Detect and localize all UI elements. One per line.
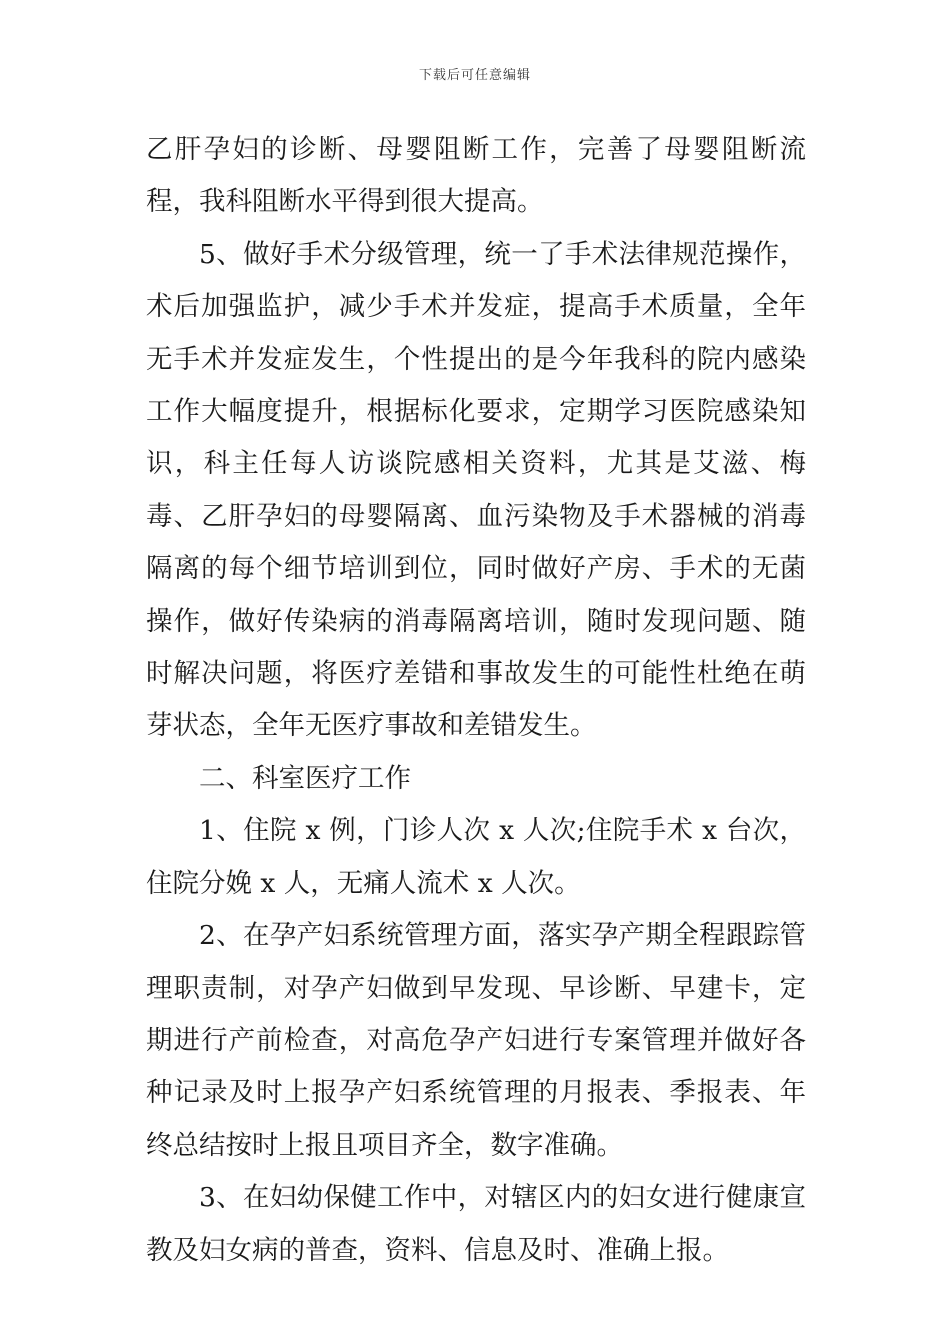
paragraph-item-3: 3、在妇幼保健工作中，对辖区内的妇女进行健康宣教及妇女病的普查，资料、信息及时、准确上报。 bbox=[146, 1182, 806, 1266]
document-body bbox=[146, 124, 806, 1277]
paragraph-item-1: 1、住院 x 例，门诊人次 x 人次;住院手术 x 台次，住院分娩 x 人，无痛人流术 x 人次。 bbox=[146, 815, 806, 899]
paragraph-item-2: 2、在孕产妇系统管理方面，落实孕产期全程跟踪管理职责制，对孕产妇做到早发现、早诊断、早建卡，定期进行产前检查，对高危孕产妇进行专案管理并做好各种记录及时上报孕产妇系统管理的月报表、季报表、年终总结按时上报且项目齐全，数字准确。 bbox=[146, 920, 806, 1161]
page-header-note: 下载后可任意编辑 bbox=[418, 68, 531, 83]
section-heading: 二、科室医疗工作 bbox=[199, 762, 411, 794]
paragraph-item-5: 5、做好手术分级管理，统一了手术法律规范操作，术后加强监护，减少手术并发症，提高手术质量，全年无手术并发症发生，个性提出的是今年我科的院内感染工作大幅度提升，根据标化要求，定期学习医院感染知识，科主任每人访谈院感相关资料，尤其是艾滋、梅毒、乙肝孕妇的母婴隔离、血污染物及手术器械的消毒隔离的每个细节培训到位，同时做好产房、手术的无菌操作，做好传染病的消毒隔离培训，随时发现问题、随时解决问题，将医疗差错和事故发生的可能性杜绝在萌芽状态，全年无医疗事故和差错发生。 bbox=[146, 238, 806, 742]
paragraph-continuation: 乙肝孕妇的诊断、母婴阻断工作，完善了母婴阻断流程，我科阻断水平得到很大提高。 bbox=[146, 134, 806, 218]
